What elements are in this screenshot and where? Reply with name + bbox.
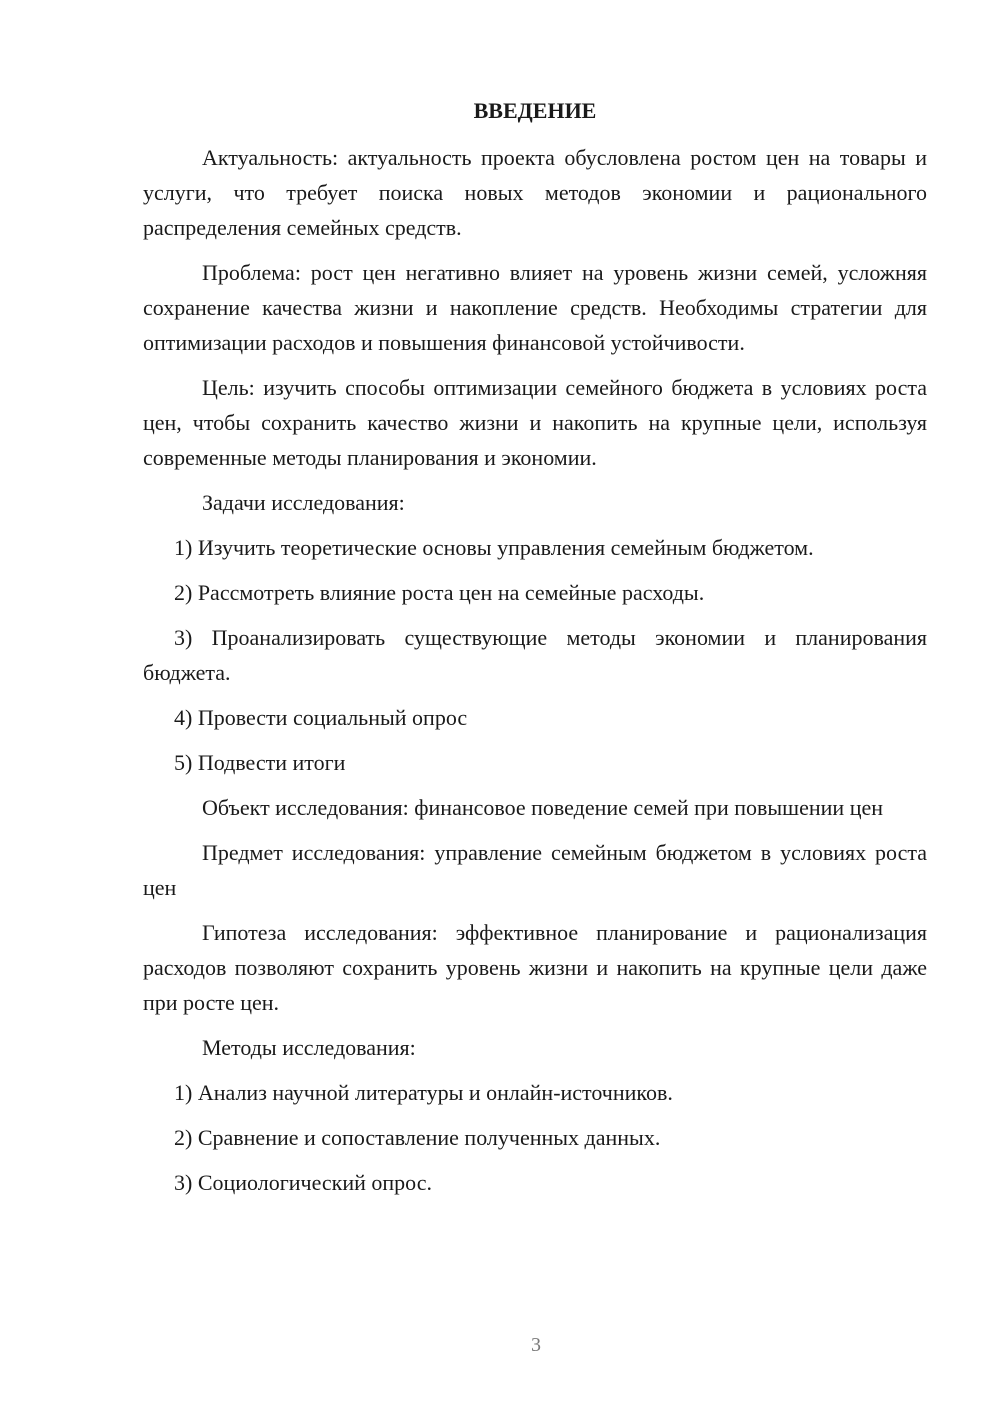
tasks-heading: Задачи исследования: <box>202 490 405 515</box>
relevance-paragraph: Актуальность: актуальность проекта обусловлена ростом цен на товары и услуги, что требует поиска новых методов экономии и рационального распределения семейных средств. <box>143 145 927 240</box>
problem-paragraph: Проблема: рост цен негативно влияет на уровень жизни семей, усложняя сохранение качества жизни и накопление средств. Необходимы стратегии для оптимизации расходов и повышения финансовой устойчивости. <box>143 260 927 355</box>
method-item: 1) Анализ научной литературы и онлайн-источников. <box>174 1080 673 1105</box>
method-item: 2) Сравнение и сопоставление полученных данных. <box>174 1125 661 1150</box>
research-hypothesis-paragraph: Гипотеза исследования: эффективное планирование и рационализация расходов позволяют сохранить уровень жизни и накопить на крупные цели даже при росте цен. <box>143 920 927 1015</box>
research-object-paragraph: Объект исследования: финансовое поведение семей при повышении цен <box>202 795 884 820</box>
page-number: 3 <box>531 1334 541 1356</box>
section-title: ВВЕДЕНИЕ <box>473 98 597 123</box>
goal-paragraph: Цель: изучить способы оптимизации семейного бюджета в условиях роста цен, чтобы сохранить качество жизни и накопить на крупные цели, используя современные методы планирования и экономии. <box>143 375 927 470</box>
research-subject-paragraph: Предмет исследования: управление семейным бюджетом в условиях роста цен <box>143 840 927 900</box>
task-item: 5) Подвести итоги <box>174 750 346 775</box>
task-item: 1) Изучить теоретические основы управления семейным бюджетом. <box>174 535 814 560</box>
task-item: 4) Провести социальный опрос <box>174 705 468 730</box>
methods-heading: Методы исследования: <box>202 1035 416 1060</box>
task-item: 2) Рассмотреть влияние роста цен на семейные расходы. <box>174 580 705 605</box>
page-content <box>143 96 927 1210</box>
task-item: 3) Проанализировать существующие методы экономии и планирования бюджета. <box>143 625 927 685</box>
method-item: 3) Социологический опрос. <box>174 1170 432 1195</box>
